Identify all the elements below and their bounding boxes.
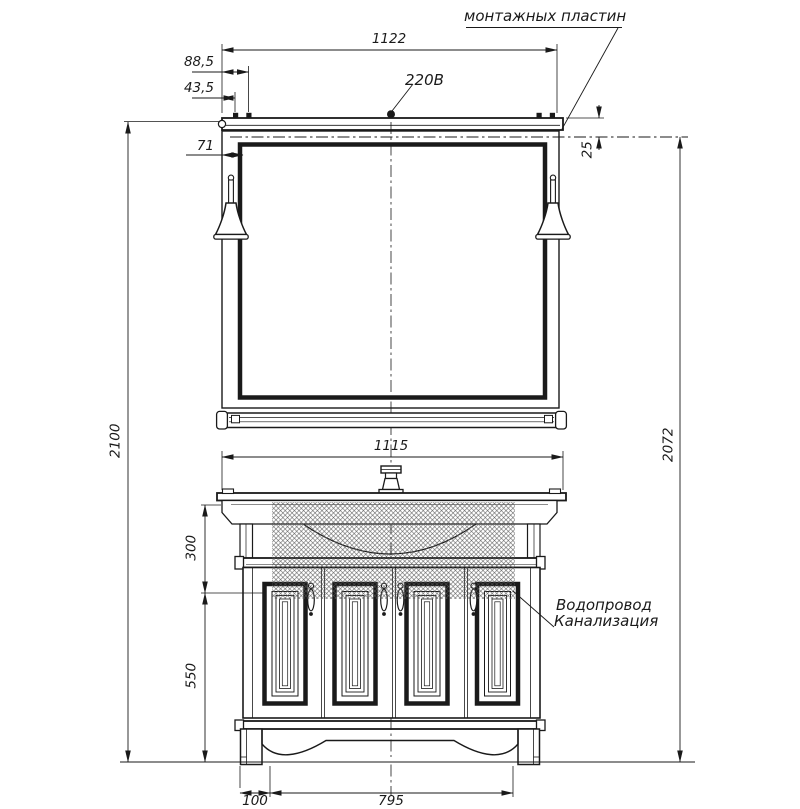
dim-label-frame-width: 71 [196, 138, 214, 154]
label-water-supply: Водопровод [556, 596, 652, 614]
mirror-inner-frame [240, 145, 545, 398]
skirt-arch [262, 729, 518, 755]
cabinet-bottom-rail [243, 721, 540, 729]
dim-label-clip-far: 88,5 [183, 54, 214, 70]
right-leg [518, 729, 540, 765]
leader-mounting-plates [562, 28, 618, 129]
mirror-ledge [217, 411, 567, 429]
dim-label-door-height: 550 [183, 662, 200, 689]
light-rail [222, 118, 563, 130]
dim-label-leg-inset: 100 [242, 793, 268, 809]
rail-end-cap [218, 120, 225, 127]
label-mounting-plates: монтажных пластин [464, 7, 627, 25]
dim-label-top-section: 300 [183, 534, 200, 561]
dim-label-plate-offset: 25 [579, 141, 596, 159]
label-sewerage: Канализация [554, 612, 659, 630]
door-panel-4 [477, 584, 518, 704]
countertop [217, 493, 566, 501]
door-panel-3 [407, 584, 448, 704]
left-leg [241, 729, 263, 765]
plumbing-hatch [272, 502, 515, 599]
dim-label-vanity-width: 1115 [373, 438, 409, 454]
door-panel-2 [335, 584, 376, 704]
dim-label-mounting-height: 2072 [660, 427, 677, 462]
mirror-assembly [214, 110, 688, 494]
dim-label-clip-near: 43,5 [183, 80, 214, 96]
label-voltage: 220В [405, 71, 444, 89]
dim-label-top-width: 1122 [371, 31, 407, 47]
dim-label-total-height: 2100 [107, 423, 124, 458]
door-panel-1 [265, 584, 306, 704]
faucet [379, 466, 403, 493]
dim-label-leg-span: 795 [378, 793, 404, 809]
power-point-dot [387, 110, 395, 118]
